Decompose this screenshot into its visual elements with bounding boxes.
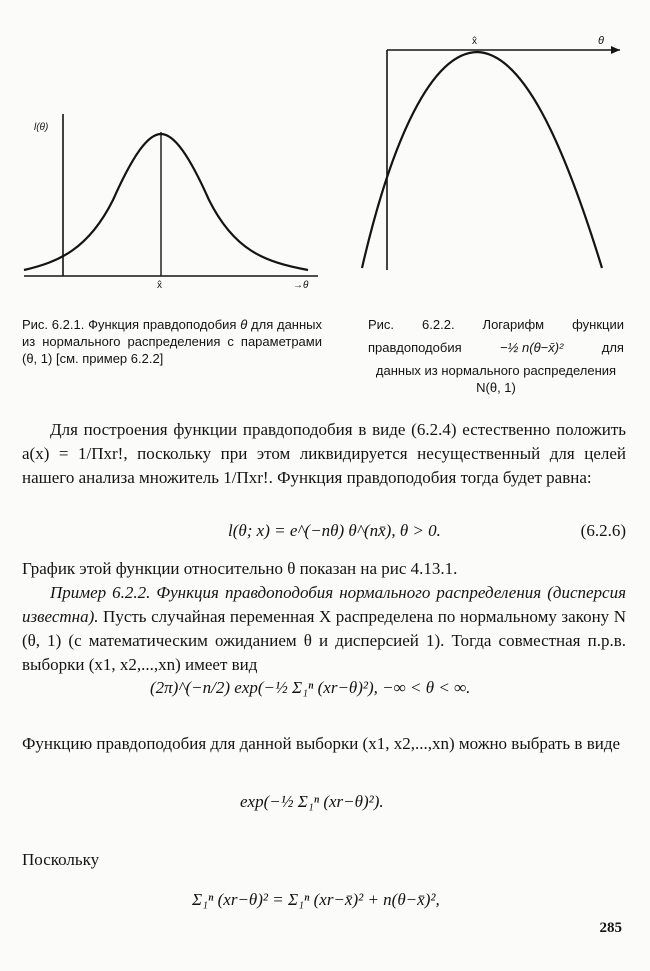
equation-sum-decomposition [192, 890, 440, 910]
figure-6-2-2 [352, 28, 632, 278]
log-likelihood-curve [362, 52, 602, 268]
caption-line-3: данных из нормального распределения N(θ, 1) [375, 363, 617, 395]
theta-label: θ [598, 35, 604, 47]
equation-number: (6.2.6) [580, 521, 626, 540]
equation-text: (2π)^(−n/2) exp(−½ Σ₁ⁿ (xr−θ)²), −∞ < θ < ∞. [150, 678, 471, 697]
equation-text: exp(−½ Σ₁ⁿ (xr−θ)²). [240, 792, 384, 811]
caption-theta: θ [240, 317, 248, 332]
caption-text: Рис. 6.2.1. Функция правдоподобия [22, 317, 241, 332]
x-axis-label: →θ [293, 280, 309, 290]
arrow-head [611, 46, 620, 54]
paragraph-5: Поскольку [22, 850, 100, 869]
caption-text-rest: для данных из нормального распределения с параметрами (θ, 1) [см. пример 6.2.2] [22, 317, 322, 366]
equation-text: Σ₁ⁿ (xr−θ)² = Σ₁ⁿ (xr−x̄)² + n(θ−x̄)², [192, 890, 440, 909]
xhat-label: x̂ [472, 36, 477, 47]
example-text: Пусть случайная переменная X распределена по нормальному закону N (θ, 1) (с математическим ожиданием θ и дисперсией 1). Тогда совместная п.р.в. выборки (x1, x2,...,xn) имеет вид [22, 607, 626, 674]
figure-6-2-1 [18, 110, 323, 290]
equation-6-2-6 [228, 521, 441, 541]
caption-line-2 [368, 339, 624, 356]
paragraph-4: Функцию правдоподобия для данной выборки (x1, x2,...,xn) можно выбрать в виде [22, 734, 621, 753]
paragraph-3 [22, 581, 626, 677]
figure-6-2-2-caption [368, 316, 624, 396]
likelihood-curve [24, 134, 308, 270]
equation-text: l(θ; x) = e^(−nθ) θ^(nx̄), θ > 0. [228, 521, 441, 540]
figure-6-2-1-caption [22, 316, 322, 367]
equation-likelihood [240, 792, 384, 812]
xhat-label: x̂ [157, 280, 162, 290]
page-number: 285 [599, 920, 622, 936]
y-axis-label: l(θ) [34, 122, 49, 133]
paragraph-2: График этой функции относительно θ показан на рис 4.13.1. [22, 559, 458, 578]
caption-text: правдоподобия [368, 340, 462, 355]
caption-formula: −½ n(θ−x̄)² [499, 340, 564, 355]
equation-joint-pdf [150, 678, 470, 698]
paragraph-1: Для построения функции правдоподобия в виде (6.2.4) естественно положить a(x) = 1/Πxr!, поскольку при этом ликвидируется несущественный для целей нашего анализа множитель 1/Πxr!. Функция правдоподобия тогда будет равна: [22, 420, 626, 487]
caption-text: для [601, 340, 624, 355]
caption-line-1: Рис. 6.2.2. Логарифм функции [368, 317, 624, 332]
example-title: Пример 6.2.2. Функция правдоподобия нормального распределения (дисперсия известна). [22, 583, 626, 626]
